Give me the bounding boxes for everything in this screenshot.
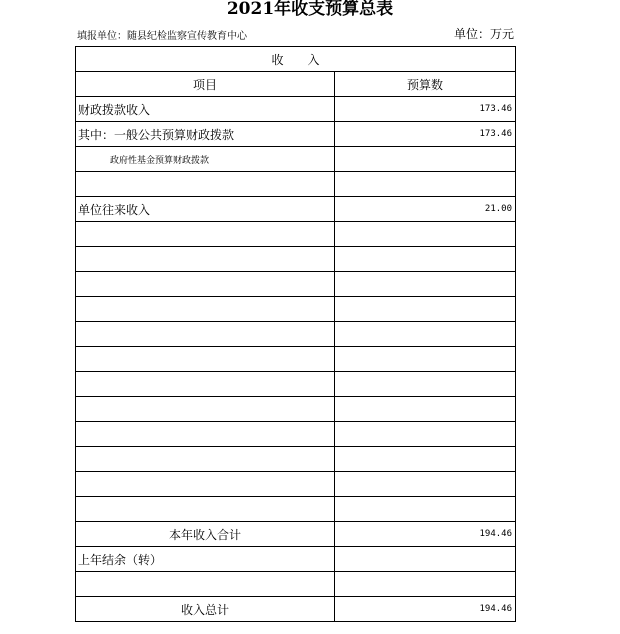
table-row (76, 222, 516, 247)
row-value (335, 572, 516, 597)
table-row (76, 172, 516, 197)
table-row (76, 272, 516, 297)
reporting-unit: 填报单位：随县纪检监察宣传教育中心 (77, 31, 247, 42)
table-row (76, 472, 516, 497)
carryover-row (76, 547, 516, 572)
row-label (76, 247, 335, 272)
row-label (76, 222, 335, 247)
row-value: 173.46 (335, 97, 516, 122)
row-label (76, 447, 335, 472)
table-row (76, 97, 516, 122)
row-label: 收入总计 (76, 597, 335, 622)
table-row (76, 297, 516, 322)
table-row (76, 422, 516, 447)
row-label: 政府性基金预算财政拨款 (76, 147, 335, 172)
row-value (335, 172, 516, 197)
table-row (76, 347, 516, 372)
row-label: 上年结余（转） (76, 547, 335, 572)
table-row (76, 397, 516, 422)
row-label (76, 422, 335, 447)
row-label (76, 272, 335, 297)
row-value (335, 422, 516, 447)
column-header-row (76, 72, 516, 97)
row-label (76, 397, 335, 422)
row-label (76, 472, 335, 497)
row-value (335, 322, 516, 347)
row-value (335, 447, 516, 472)
table-row (76, 322, 516, 347)
row-value (335, 497, 516, 522)
row-label (76, 347, 335, 372)
row-label (76, 497, 335, 522)
row-label (76, 172, 335, 197)
year-total-row (76, 522, 516, 547)
table-row (76, 572, 516, 597)
section-header: 收入 (76, 47, 516, 72)
row-value: 21.00 (335, 197, 516, 222)
row-value (335, 547, 516, 572)
table-row (76, 122, 516, 147)
row-value: 173.46 (335, 122, 516, 147)
table-row (76, 497, 516, 522)
row-value (335, 222, 516, 247)
column-header-item: 项目 (76, 72, 335, 97)
row-value (335, 347, 516, 372)
row-value (335, 397, 516, 422)
row-label (76, 322, 335, 347)
table-row (76, 447, 516, 472)
row-label: 财政拨款收入 (76, 97, 335, 122)
row-value: 194.46 (335, 522, 516, 547)
budget-table (75, 46, 516, 622)
report-header-line (77, 25, 514, 43)
row-value (335, 297, 516, 322)
grand-total-row (76, 597, 516, 622)
row-value (335, 472, 516, 497)
table-row (76, 247, 516, 272)
table-row (76, 372, 516, 397)
row-label (76, 572, 335, 597)
row-label (76, 372, 335, 397)
row-label (76, 297, 335, 322)
table-row (76, 147, 516, 172)
row-label: 其中：一般公共预算财政拨款 (76, 122, 335, 147)
row-value (335, 247, 516, 272)
table-row (76, 197, 516, 222)
row-value (335, 272, 516, 297)
row-value (335, 147, 516, 172)
unit-label: 单位：万元 (453, 27, 514, 41)
row-value: 194.46 (335, 597, 516, 622)
row-value (335, 372, 516, 397)
column-header-amount: 预算数 (335, 72, 516, 97)
row-label: 本年收入合计 (76, 522, 335, 547)
row-label: 单位往来收入 (76, 197, 335, 222)
page-title: 2021年收支预算总表 (226, 0, 394, 19)
section-header-row (76, 47, 516, 72)
